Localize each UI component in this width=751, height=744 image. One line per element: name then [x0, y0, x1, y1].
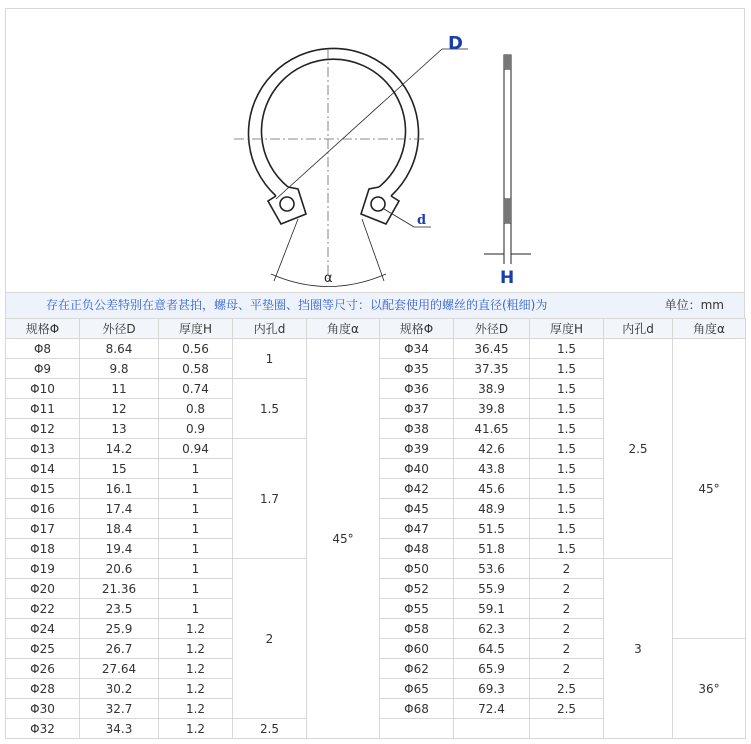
table-cell: 14.2 — [80, 439, 159, 459]
table-cell: Φ50 — [380, 559, 454, 579]
hole-diameter-cell: 2.5 — [233, 719, 307, 739]
table-cell: 2 — [530, 559, 604, 579]
table-cell: 16.1 — [80, 479, 159, 499]
table-cell: 20.6 — [80, 559, 159, 579]
table-cell: Φ30 — [6, 699, 80, 719]
table-cell: Φ38 — [380, 419, 454, 439]
angle-label: α — [324, 271, 333, 286]
table-cell: 27.64 — [80, 659, 159, 679]
table-cell: Φ17 — [6, 519, 80, 539]
angle-cell: 36° — [673, 639, 746, 739]
table-cell: 19.4 — [80, 539, 159, 559]
table-cell: 25.9 — [80, 619, 159, 639]
table-cell: 32.7 — [80, 699, 159, 719]
table-cell: 0.8 — [159, 399, 233, 419]
column-header: 角度α — [307, 319, 380, 339]
table-cell: 0.74 — [159, 379, 233, 399]
unit-label: 单位：mm — [664, 298, 724, 312]
table-cell: 21.36 — [80, 579, 159, 599]
table-cell: 53.6 — [454, 559, 530, 579]
table-cell: 15 — [80, 459, 159, 479]
table-header-row — [6, 319, 746, 339]
table-cell: 0.9 — [159, 419, 233, 439]
table-cell: 1 — [159, 519, 233, 539]
table-cell: 65.9 — [454, 659, 530, 679]
table-cell: Φ55 — [380, 599, 454, 619]
table-cell: Φ9 — [6, 359, 80, 379]
table-cell: 2 — [530, 639, 604, 659]
table-cell: Φ62 — [380, 659, 454, 679]
column-header: 规格Φ — [380, 319, 454, 339]
table-cell: Φ36 — [380, 379, 454, 399]
table-cell: 11 — [80, 379, 159, 399]
thickness-label: H — [500, 268, 515, 288]
table-cell: Φ28 — [6, 679, 80, 699]
table-cell: Φ39 — [380, 439, 454, 459]
table-cell: 8.64 — [80, 339, 159, 359]
table-cell: Φ45 — [380, 499, 454, 519]
table-cell: 9.8 — [80, 359, 159, 379]
table-cell: 1.2 — [159, 679, 233, 699]
hole-label: d — [417, 213, 427, 228]
table-cell: Φ47 — [380, 519, 454, 539]
table-cell: 72.4 — [454, 699, 530, 719]
table-cell: 37.35 — [454, 359, 530, 379]
table-cell: 2.5 — [530, 699, 604, 719]
table-cell: 1 — [159, 459, 233, 479]
table-cell — [530, 719, 604, 739]
table-cell: 51.8 — [454, 539, 530, 559]
table-cell: 51.5 — [454, 519, 530, 539]
column-header: 内孔d — [604, 319, 673, 339]
table-cell: Φ25 — [6, 639, 80, 659]
table-cell: 42.6 — [454, 439, 530, 459]
table-cell: 1.2 — [159, 659, 233, 679]
table-cell: 45.6 — [454, 479, 530, 499]
table-cell: Φ14 — [6, 459, 80, 479]
table-cell: 1.2 — [159, 699, 233, 719]
table-cell: 2 — [530, 579, 604, 599]
table-cell: 23.5 — [80, 599, 159, 619]
table-cell: 43.8 — [454, 459, 530, 479]
table-cell: Φ18 — [6, 539, 80, 559]
table-cell: Φ24 — [6, 619, 80, 639]
table-cell: Φ68 — [380, 699, 454, 719]
retaining-ring-diagram — [5, 8, 745, 293]
table-cell: 38.9 — [454, 379, 530, 399]
column-header: 角度α — [673, 319, 746, 339]
column-header: 外径D — [454, 319, 530, 339]
hole-diameter-cell: 1.7 — [233, 439, 307, 559]
hole-diameter-cell: 2 — [233, 559, 307, 719]
table-cell: 64.5 — [454, 639, 530, 659]
table-cell: 62.3 — [454, 619, 530, 639]
column-header: 内孔d — [233, 319, 307, 339]
table-cell: Φ15 — [6, 479, 80, 499]
hole-diameter-cell: 2.5 — [604, 339, 673, 559]
table-cell: 59.1 — [454, 599, 530, 619]
table-cell: 69.3 — [454, 679, 530, 699]
table-cell: 2 — [530, 659, 604, 679]
table-cell: 1 — [159, 499, 233, 519]
table-cell: 1 — [159, 479, 233, 499]
table-cell: Φ65 — [380, 679, 454, 699]
table-cell: 1.2 — [159, 719, 233, 739]
table-cell: Φ58 — [380, 619, 454, 639]
table-cell: Φ52 — [380, 579, 454, 599]
table-cell: 1.5 — [530, 359, 604, 379]
table-cell: 1.5 — [530, 519, 604, 539]
table-cell: 2 — [530, 599, 604, 619]
table-cell: Φ40 — [380, 459, 454, 479]
table-cell: 1.5 — [530, 499, 604, 519]
table-cell: 18.4 — [80, 519, 159, 539]
table-cell: 1.5 — [530, 399, 604, 419]
table-cell: Φ12 — [6, 419, 80, 439]
table-cell: Φ19 — [6, 559, 80, 579]
table-cell: 1.5 — [530, 439, 604, 459]
table-cell: 55.9 — [454, 579, 530, 599]
table-cell: 1.2 — [159, 619, 233, 639]
table-cell: 12 — [80, 399, 159, 419]
notice-bar — [5, 293, 745, 318]
table-cell: 1.5 — [530, 479, 604, 499]
table-cell: Φ11 — [6, 399, 80, 419]
table-cell: Φ60 — [380, 639, 454, 659]
table-cell: 36.45 — [454, 339, 530, 359]
table-cell: 0.56 — [159, 339, 233, 359]
table-cell: Φ22 — [6, 599, 80, 619]
angle-cell: 45° — [307, 339, 380, 739]
diameter-label: D — [448, 33, 463, 54]
table-cell — [454, 719, 530, 739]
table-cell: 1.2 — [159, 639, 233, 659]
table-cell: 48.9 — [454, 499, 530, 519]
table-cell: 13 — [80, 419, 159, 439]
table-cell — [380, 719, 454, 739]
table-cell: Φ35 — [380, 359, 454, 379]
table-cell: 2.5 — [530, 679, 604, 699]
table-cell: Φ48 — [380, 539, 454, 559]
column-header: 厚度H — [530, 319, 604, 339]
ring-drawing — [6, 9, 746, 294]
table-cell: 1.5 — [530, 419, 604, 439]
table-cell: 39.8 — [454, 399, 530, 419]
column-header: 厚度H — [159, 319, 233, 339]
table-cell: 34.3 — [80, 719, 159, 739]
tolerance-notice: 存在正负公差特别在意者甚拍，螺母、平垫圈、挡圈等尺寸：以配套使用的螺丝的直径(粗细)为 — [46, 298, 548, 312]
table-cell: 30.2 — [80, 679, 159, 699]
table-cell: 0.58 — [159, 359, 233, 379]
table-cell: 0.94 — [159, 439, 233, 459]
table-cell: 1 — [159, 579, 233, 599]
table-cell: Φ8 — [6, 339, 80, 359]
table-cell: Φ20 — [6, 579, 80, 599]
spec-table — [5, 318, 746, 739]
table-cell: 1.5 — [530, 379, 604, 399]
table-cell: Φ10 — [6, 379, 80, 399]
table-cell: 2 — [530, 619, 604, 639]
column-header: 外径D — [80, 319, 159, 339]
table-cell: 1.5 — [530, 539, 604, 559]
hole-diameter-cell: 3 — [604, 559, 673, 739]
hole-diameter-cell: 1 — [233, 339, 307, 379]
table-cell: 1.5 — [530, 459, 604, 479]
table-cell: Φ32 — [6, 719, 80, 739]
table-cell: 26.7 — [80, 639, 159, 659]
table-cell: 17.4 — [80, 499, 159, 519]
table-cell: Φ37 — [380, 399, 454, 419]
table-cell: 1 — [159, 599, 233, 619]
table-cell: Φ16 — [6, 499, 80, 519]
hole-diameter-cell: 1.5 — [233, 379, 307, 439]
table-cell: 41.65 — [454, 419, 530, 439]
column-header: 规格Φ — [6, 319, 80, 339]
table-cell: Φ34 — [380, 339, 454, 359]
angle-cell: 45° — [673, 339, 746, 639]
table-cell: 1 — [159, 559, 233, 579]
table-cell: 1.5 — [530, 339, 604, 359]
table-cell: Φ42 — [380, 479, 454, 499]
table-row — [6, 339, 746, 359]
table-body — [6, 339, 746, 739]
table-cell: Φ13 — [6, 439, 80, 459]
table-cell: Φ26 — [6, 659, 80, 679]
table-cell: 1 — [159, 539, 233, 559]
